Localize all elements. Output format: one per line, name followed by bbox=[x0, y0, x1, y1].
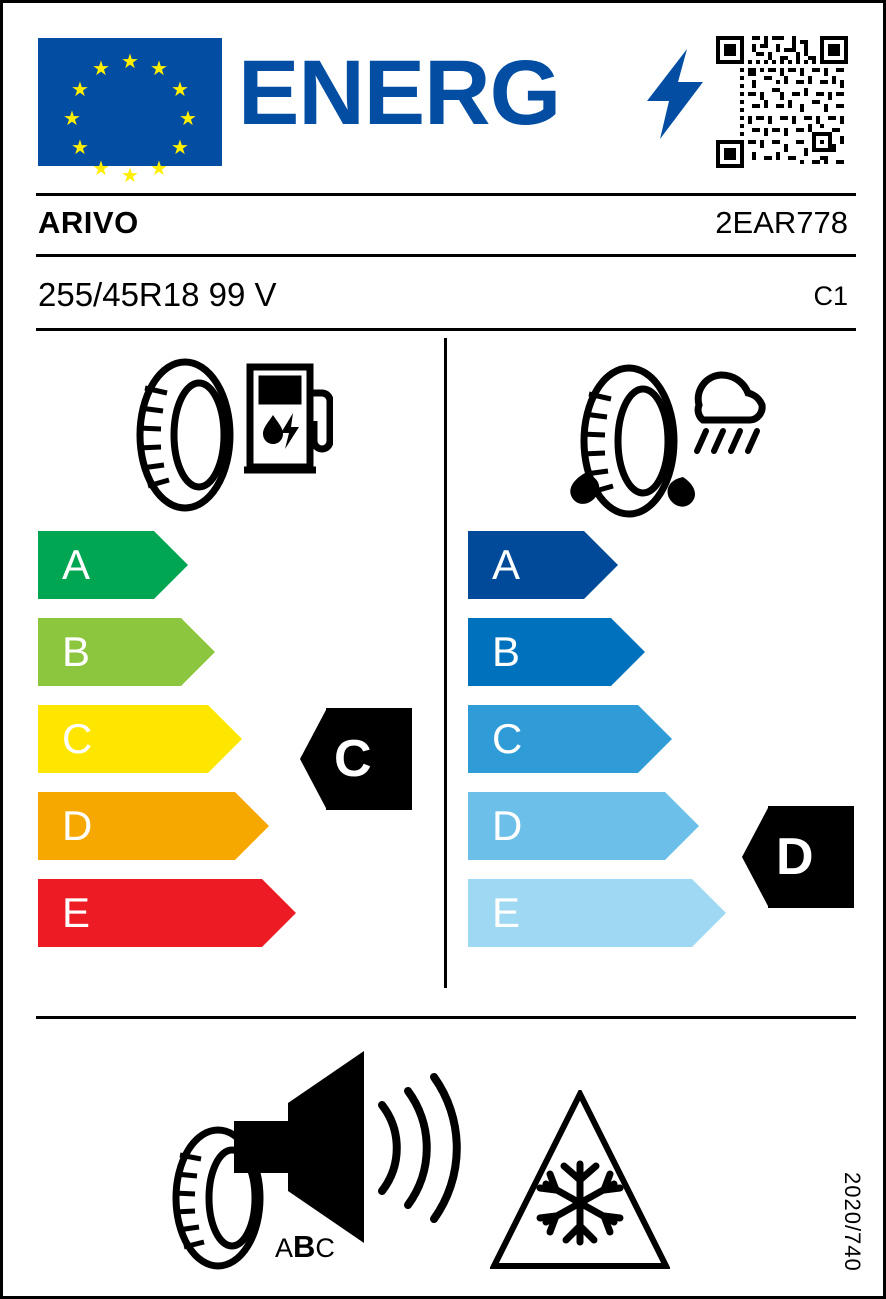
label-header bbox=[3, 3, 883, 187]
page-title: ENERG bbox=[238, 42, 561, 144]
fuel-grade-letter-a: A bbox=[62, 541, 91, 588]
wet-grip-value: D bbox=[776, 828, 814, 886]
fuel-grade-letter-e: E bbox=[62, 889, 91, 936]
noise-class-b: B bbox=[293, 1229, 316, 1264]
fuel-efficiency-value-marker bbox=[300, 708, 412, 810]
wet-grade-bar-b bbox=[468, 618, 611, 686]
wet-grade-bar-a bbox=[468, 531, 584, 599]
tyre-size: 255/45R18 99 V bbox=[38, 276, 277, 313]
divider bbox=[36, 193, 856, 196]
regulation-reference: 2020/740 bbox=[840, 1172, 865, 1272]
qr-code-icon bbox=[716, 36, 848, 168]
fuel-grade-letter-c: C bbox=[62, 715, 93, 762]
brand-name: ARIVO bbox=[38, 205, 139, 240]
noise-value: 70 bbox=[239, 1114, 281, 1155]
vertical-divider bbox=[444, 338, 447, 988]
wet-grade-letter-a: A bbox=[492, 541, 521, 588]
tyre-class: C1 bbox=[813, 281, 848, 311]
eu-flag-icon: ★ ★ ★ ★ ★ ★ ★ ★ ★ ★ ★ ★ bbox=[38, 38, 222, 166]
lightning-bolt-icon bbox=[647, 49, 703, 139]
divider bbox=[36, 1016, 856, 1019]
wet-grade-letter-b: B bbox=[492, 628, 521, 675]
type-code: 2EAR778 bbox=[715, 205, 848, 240]
three-peak-mountain-snowflake-icon bbox=[490, 1090, 670, 1270]
noise-unit: dB bbox=[305, 1118, 342, 1151]
noise-class-scale bbox=[275, 1229, 335, 1265]
tyre-rain-cloud-icon bbox=[531, 353, 791, 523]
fuel-grade-bar-a bbox=[38, 531, 154, 599]
fuel-grade-bar-b bbox=[38, 618, 181, 686]
wet-grade-letter-e: E bbox=[492, 889, 521, 936]
tyre-fuel-pump-icon bbox=[123, 353, 333, 518]
fuel-grade-letter-b: B bbox=[62, 628, 91, 675]
fuel-grade-letter-d: D bbox=[62, 802, 93, 849]
divider bbox=[36, 254, 856, 257]
noise-class-a: A bbox=[275, 1233, 294, 1263]
wet-grip-value-marker bbox=[742, 806, 854, 908]
wet-grade-letter-d: D bbox=[492, 802, 523, 849]
divider bbox=[36, 328, 856, 331]
noise-class-c: C bbox=[315, 1233, 335, 1263]
wet-grade-letter-c: C bbox=[492, 715, 523, 762]
fuel-efficiency-value: C bbox=[334, 730, 372, 788]
